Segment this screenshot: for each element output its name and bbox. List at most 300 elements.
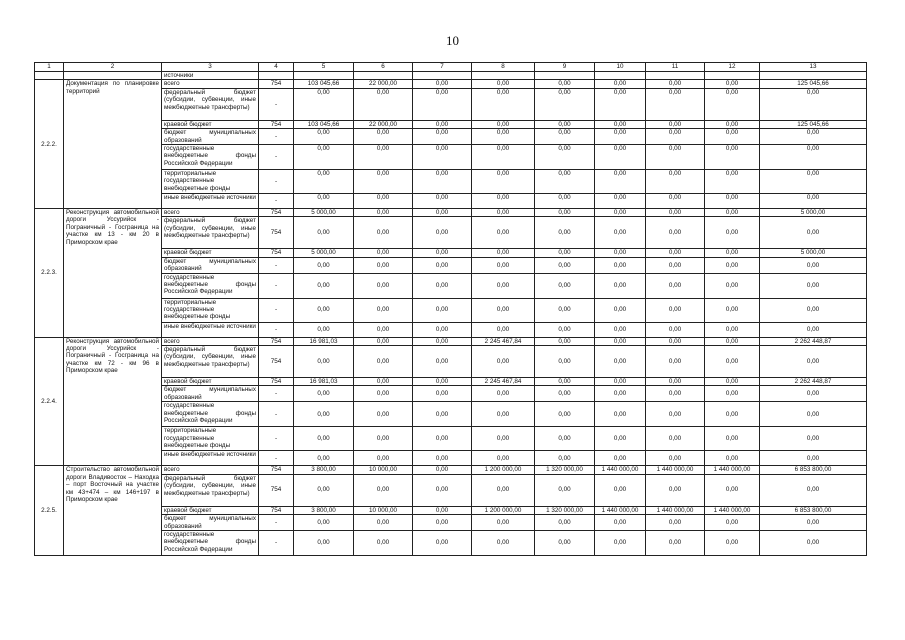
value-cell: 0,00: [294, 129, 354, 145]
column-header-cell: 13: [760, 63, 867, 72]
value-cell: 1 200 000,00: [472, 466, 535, 474]
value-cell: 0,00: [535, 386, 595, 402]
value-cell: 0,00: [595, 209, 646, 217]
value-cell: 0,00: [413, 474, 472, 506]
value-cell: 0,00: [472, 298, 535, 322]
value-cell: 6 853 800,00: [760, 466, 867, 474]
funding-source-cell: всего: [162, 466, 259, 474]
code-cell: 754: [259, 506, 294, 514]
value-cell: 2 245 467,84: [472, 378, 535, 386]
value-cell: 0,00: [760, 194, 867, 209]
value-cell: 3 800,00: [294, 506, 354, 514]
value-cell: 2 262 448,87: [760, 378, 867, 386]
value-cell: 0,00: [705, 451, 760, 466]
value-cell: 0,00: [472, 273, 535, 298]
value-cell: 1 440 000,00: [595, 466, 646, 474]
value-cell: 0,00: [472, 129, 535, 145]
value-cell: 0,00: [472, 209, 535, 217]
value-cell: 0,00: [705, 386, 760, 402]
value-cell: 0,00: [705, 217, 760, 249]
value-cell: 1 320 000,00: [535, 506, 595, 514]
value-cell: 0,00: [760, 145, 867, 170]
value-cell: 0,00: [472, 427, 535, 451]
value-cell: 0,00: [354, 129, 413, 145]
code-cell: 754: [259, 120, 294, 128]
funding-source-cell: государственные внебюджетные фонды Российской Федерации: [162, 145, 259, 170]
value-cell: 0,00: [595, 129, 646, 145]
column-number-header: [35, 63, 867, 72]
value-cell: 1 440 000,00: [595, 506, 646, 514]
value-cell: 0,00: [413, 249, 472, 257]
value-cell: 0,00: [535, 217, 595, 249]
item-number-cell: 2.2.3.: [35, 209, 64, 338]
value-cell: 0,00: [294, 145, 354, 170]
value-cell: 0,00: [535, 145, 595, 170]
code-cell: -: [259, 145, 294, 170]
value-cell: 0,00: [535, 209, 595, 217]
value-cell: 5 000,00: [760, 209, 867, 217]
value-cell: 0,00: [646, 217, 705, 249]
value-cell: 0,00: [760, 217, 867, 249]
value-cell: 0,00: [646, 298, 705, 322]
value-cell: 0,00: [705, 515, 760, 531]
value-cell: 0,00: [705, 80, 760, 88]
value-cell: 0,00: [595, 298, 646, 322]
carry-over-row: [35, 72, 867, 80]
value-cell: 0,00: [535, 402, 595, 427]
value-cell: 0,00: [354, 170, 413, 194]
value-cell: 0,00: [595, 451, 646, 466]
code-cell: -: [259, 194, 294, 209]
value-cell: 5 000,00: [294, 209, 354, 217]
value-cell: 0,00: [705, 402, 760, 427]
value-cell: 10 000,00: [354, 506, 413, 514]
value-cell: 0,00: [354, 298, 413, 322]
item-name-cell: Строительство автомобильной дороги Владивосток – Находка – порт Восточный на участке км 43+474 – км 146+197 в Приморском крае: [64, 466, 162, 556]
code-cell: 754: [259, 474, 294, 506]
value-cell: 0,00: [646, 194, 705, 209]
value-cell: 0,00: [760, 322, 867, 337]
value-cell: 0,00: [472, 170, 535, 194]
value-cell: 0,00: [646, 209, 705, 217]
funding-source-cell: бюджет муниципальных образований: [162, 515, 259, 531]
value-cell: 0,00: [705, 346, 760, 378]
funding-source-cell: государственные внебюджетные фонды Российской Федерации: [162, 273, 259, 298]
value-cell: 0,00: [760, 474, 867, 506]
value-cell: 0,00: [294, 194, 354, 209]
value-cell: 0,00: [595, 145, 646, 170]
value-cell: 0,00: [535, 346, 595, 378]
value-cell: 0,00: [595, 170, 646, 194]
value-cell: 0,00: [354, 346, 413, 378]
value-cell: 0,00: [413, 145, 472, 170]
value-cell: 0,00: [646, 257, 705, 273]
funding-source-cell: государственные внебюджетные фонды Российской Федерации: [162, 402, 259, 427]
value-cell: 0,00: [705, 427, 760, 451]
value-cell: 0,00: [705, 322, 760, 337]
funding-source-cell: территориальные государственные внебюджетные фонды: [162, 170, 259, 194]
funding-source-cell: бюджет муниципальных образований: [162, 386, 259, 402]
value-cell: 5 000,00: [294, 249, 354, 257]
value-cell: 0,00: [646, 129, 705, 145]
value-cell: 0,00: [705, 209, 760, 217]
page-number: 10: [446, 33, 459, 48]
value-cell: 0,00: [413, 378, 472, 386]
value-cell: 0,00: [646, 322, 705, 337]
code-cell: -: [259, 451, 294, 466]
value-cell: 0,00: [595, 120, 646, 128]
value-cell: 0,00: [760, 530, 867, 555]
value-cell: 0,00: [760, 298, 867, 322]
value-cell: 0,00: [354, 145, 413, 170]
value-cell: 0,00: [705, 145, 760, 170]
value-cell: 0,00: [595, 378, 646, 386]
value-cell: 0,00: [294, 257, 354, 273]
value-cell: 0,00: [760, 386, 867, 402]
column-header-cell: 2: [64, 63, 162, 72]
code-cell: 754: [259, 346, 294, 378]
value-cell: 0,00: [535, 194, 595, 209]
value-cell: 0,00: [760, 170, 867, 194]
value-cell: 0,00: [413, 88, 472, 120]
value-cell: 0,00: [760, 88, 867, 120]
value-cell: 0,00: [760, 129, 867, 145]
value-cell: 0,00: [413, 129, 472, 145]
value-cell: 0,00: [705, 170, 760, 194]
value-cell: 0,00: [595, 346, 646, 378]
value-cell: 0,00: [705, 257, 760, 273]
funding-source-cell: всего: [162, 337, 259, 345]
value-cell: 0,00: [413, 80, 472, 88]
value-cell: 6 853 800,00: [760, 506, 867, 514]
value-cell: 16 981,03: [294, 337, 354, 345]
value-cell: 0,00: [595, 80, 646, 88]
value-cell: 0,00: [646, 145, 705, 170]
value-cell: 0,00: [472, 322, 535, 337]
value-cell: 0,00: [294, 386, 354, 402]
value-cell: 0,00: [294, 530, 354, 555]
code-cell: -: [259, 257, 294, 273]
value-cell: 0,00: [535, 322, 595, 337]
code-cell: 754: [259, 209, 294, 217]
value-cell: 2 245 467,84: [472, 337, 535, 345]
value-cell: 1 200 000,00: [472, 506, 535, 514]
code-cell: 754: [259, 249, 294, 257]
funding-source-cell: федеральный бюджет (субсидии, субвенции, иные межбюджетные трансферты): [162, 217, 259, 249]
value-cell: 0,00: [535, 257, 595, 273]
value-cell: 0,00: [646, 515, 705, 531]
column-header-cell: 10: [595, 63, 646, 72]
value-cell: 0,00: [354, 88, 413, 120]
value-cell: 0,00: [413, 257, 472, 273]
funding-source-cell: всего: [162, 209, 259, 217]
funding-source-cell: бюджет муниципальных образований: [162, 129, 259, 145]
code-cell: 754: [259, 378, 294, 386]
funding-source-cell: государственные внебюджетные фонды Российской Федерации: [162, 530, 259, 555]
value-cell: 0,00: [646, 386, 705, 402]
value-cell: 125 045,66: [760, 120, 867, 128]
value-cell: 0,00: [646, 451, 705, 466]
value-cell: 1 440 000,00: [646, 506, 705, 514]
value-cell: 0,00: [705, 530, 760, 555]
value-cell: 0,00: [354, 322, 413, 337]
value-cell: 22 000,00: [354, 120, 413, 128]
value-cell: 0,00: [705, 194, 760, 209]
item-number-cell: 2.2.4.: [35, 337, 64, 466]
code-cell: -: [259, 129, 294, 145]
item-name-cell: Реконструкция автомобильной дороги Уссурийск - Пограничный - Госграница на участке км 13 - км 20 в Приморском крае: [64, 209, 162, 338]
code-cell: -: [259, 402, 294, 427]
value-cell: 10 000,00: [354, 466, 413, 474]
funding-source-cell: территориальные государственные внебюджетные фонды: [162, 298, 259, 322]
value-cell: 0,00: [472, 474, 535, 506]
value-cell: 0,00: [535, 474, 595, 506]
value-cell: 0,00: [294, 298, 354, 322]
value-cell: 0,00: [646, 402, 705, 427]
value-cell: 0,00: [535, 129, 595, 145]
value-cell: 0,00: [354, 402, 413, 427]
value-cell: 0,00: [472, 80, 535, 88]
funding-source-cell: федеральный бюджет (субсидии, субвенции, иные межбюджетные трансферты): [162, 346, 259, 378]
value-cell: 0,00: [646, 120, 705, 128]
code-cell: -: [259, 427, 294, 451]
value-cell: 0,00: [294, 170, 354, 194]
value-cell: 0,00: [535, 378, 595, 386]
value-cell: 0,00: [354, 194, 413, 209]
value-cell: 0,00: [472, 515, 535, 531]
value-cell: 0,00: [294, 515, 354, 531]
value-cell: 0,00: [535, 88, 595, 120]
table-row: [35, 80, 867, 88]
value-cell: 0,00: [595, 530, 646, 555]
value-cell: 0,00: [646, 530, 705, 555]
value-cell: 0,00: [472, 530, 535, 555]
value-cell: 22 000,00: [354, 80, 413, 88]
value-cell: 0,00: [760, 427, 867, 451]
column-header-cell: 9: [535, 63, 595, 72]
code-cell: -: [259, 322, 294, 337]
value-cell: 0,00: [413, 209, 472, 217]
value-cell: 0,00: [354, 337, 413, 345]
code-cell: 754: [259, 217, 294, 249]
value-cell: 0,00: [354, 249, 413, 257]
source-cell: источники: [162, 72, 259, 80]
code-cell: -: [259, 88, 294, 120]
value-cell: 0,00: [413, 346, 472, 378]
value-cell: 0,00: [705, 129, 760, 145]
value-cell: 0,00: [294, 346, 354, 378]
value-cell: 0,00: [413, 386, 472, 402]
value-cell: 0,00: [472, 217, 535, 249]
value-cell: 0,00: [535, 249, 595, 257]
value-cell: 0,00: [760, 451, 867, 466]
value-cell: 0,00: [646, 249, 705, 257]
value-cell: 5 000,00: [760, 249, 867, 257]
value-cell: 0,00: [354, 451, 413, 466]
value-cell: 0,00: [646, 474, 705, 506]
value-cell: 0,00: [760, 346, 867, 378]
value-cell: 0,00: [472, 346, 535, 378]
value-cell: 0,00: [413, 322, 472, 337]
item-name-cell: Документация по планировке территорий: [64, 80, 162, 209]
value-cell: 0,00: [595, 515, 646, 531]
item-name-cell: Реконструкция автомобильной дороги Уссурийск - Пограничный - Госграница на участке км 72 - км 96 в Приморском крае: [64, 337, 162, 466]
funding-source-cell: иные внебюджетные источники: [162, 322, 259, 337]
value-cell: 0,00: [646, 337, 705, 345]
value-cell: 0,00: [705, 337, 760, 345]
column-header-cell: 1: [35, 63, 64, 72]
value-cell: 0,00: [595, 257, 646, 273]
value-cell: 1 440 000,00: [646, 466, 705, 474]
column-header-cell: 7: [413, 63, 472, 72]
value-cell: 0,00: [595, 194, 646, 209]
value-cell: 0,00: [413, 217, 472, 249]
column-header-cell: 8: [472, 63, 535, 72]
value-cell: 103 045,66: [294, 120, 354, 128]
code-cell: 754: [259, 337, 294, 345]
value-cell: 0,00: [595, 474, 646, 506]
value-cell: 1 320 000,00: [535, 466, 595, 474]
value-cell: 0,00: [595, 249, 646, 257]
value-cell: 0,00: [595, 386, 646, 402]
value-cell: 0,00: [472, 88, 535, 120]
item-number-cell: 2.2.2.: [35, 80, 64, 209]
value-cell: 0,00: [413, 273, 472, 298]
value-cell: 0,00: [354, 257, 413, 273]
value-cell: 0,00: [413, 337, 472, 345]
funding-source-cell: федеральный бюджет (субсидии, субвенции, иные межбюджетные трансферты): [162, 88, 259, 120]
value-cell: 0,00: [595, 217, 646, 249]
value-cell: 16 981,03: [294, 378, 354, 386]
value-cell: 0,00: [413, 194, 472, 209]
value-cell: 0,00: [705, 249, 760, 257]
value-cell: 0,00: [413, 515, 472, 531]
column-header-cell: 11: [646, 63, 705, 72]
value-cell: 0,00: [294, 402, 354, 427]
value-cell: 0,00: [646, 170, 705, 194]
value-cell: 0,00: [354, 217, 413, 249]
value-cell: 0,00: [413, 170, 472, 194]
value-cell: 2 262 448,87: [760, 337, 867, 345]
value-cell: 0,00: [472, 451, 535, 466]
value-cell: 0,00: [294, 217, 354, 249]
value-cell: 0,00: [294, 322, 354, 337]
value-cell: 0,00: [472, 145, 535, 170]
funding-source-cell: краевой бюджет: [162, 378, 259, 386]
value-cell: 0,00: [535, 298, 595, 322]
value-cell: 0,00: [760, 257, 867, 273]
value-cell: 0,00: [354, 378, 413, 386]
value-cell: 0,00: [354, 474, 413, 506]
value-cell: 0,00: [535, 337, 595, 345]
table-row: [35, 466, 867, 474]
value-cell: 103 045,66: [294, 80, 354, 88]
value-cell: 0,00: [705, 273, 760, 298]
value-cell: 0,00: [646, 88, 705, 120]
value-cell: 0,00: [413, 120, 472, 128]
value-cell: 0,00: [294, 451, 354, 466]
code-cell: -: [259, 386, 294, 402]
value-cell: 0,00: [413, 506, 472, 514]
value-cell: 0,00: [595, 273, 646, 298]
funding-source-cell: краевой бюджет: [162, 120, 259, 128]
column-header-cell: 3: [162, 63, 259, 72]
value-cell: 0,00: [294, 273, 354, 298]
code-cell: 754: [259, 80, 294, 88]
value-cell: 0,00: [595, 322, 646, 337]
value-cell: 0,00: [705, 378, 760, 386]
value-cell: 0,00: [535, 530, 595, 555]
value-cell: 0,00: [760, 273, 867, 298]
value-cell: 0,00: [705, 298, 760, 322]
value-cell: 0,00: [595, 88, 646, 120]
code-cell: -: [259, 170, 294, 194]
table-body: [35, 63, 867, 556]
value-cell: 0,00: [646, 378, 705, 386]
column-header-cell: 6: [354, 63, 413, 72]
value-cell: 0,00: [760, 515, 867, 531]
code-cell: 754: [259, 466, 294, 474]
code-cell: -: [259, 515, 294, 531]
value-cell: 0,00: [294, 474, 354, 506]
value-cell: 0,00: [472, 120, 535, 128]
value-cell: 0,00: [472, 249, 535, 257]
value-cell: 0,00: [535, 515, 595, 531]
value-cell: 0,00: [413, 298, 472, 322]
funding-source-cell: иные внебюджетные источники: [162, 451, 259, 466]
budget-table: [34, 62, 867, 556]
value-cell: 0,00: [294, 88, 354, 120]
value-cell: 1 440 000,00: [705, 466, 760, 474]
item-number-cell: 2.2.5.: [35, 466, 64, 556]
funding-source-cell: иные внебюджетные источники: [162, 194, 259, 209]
value-cell: 0,00: [413, 427, 472, 451]
value-cell: 0,00: [535, 120, 595, 128]
value-cell: 0,00: [705, 88, 760, 120]
value-cell: 0,00: [595, 402, 646, 427]
value-cell: 0,00: [413, 402, 472, 427]
value-cell: 0,00: [535, 427, 595, 451]
column-header-cell: 4: [259, 63, 294, 72]
value-cell: 0,00: [354, 530, 413, 555]
funding-source-cell: всего: [162, 80, 259, 88]
code-cell: -: [259, 298, 294, 322]
value-cell: 0,00: [413, 451, 472, 466]
value-cell: 0,00: [535, 451, 595, 466]
value-cell: 0,00: [595, 337, 646, 345]
value-cell: 0,00: [354, 209, 413, 217]
funding-source-cell: краевой бюджет: [162, 249, 259, 257]
value-cell: 0,00: [472, 402, 535, 427]
value-cell: 0,00: [646, 427, 705, 451]
value-cell: 0,00: [354, 273, 413, 298]
value-cell: 0,00: [354, 427, 413, 451]
table-row: [35, 337, 867, 345]
value-cell: 0,00: [472, 194, 535, 209]
value-cell: 1 440 000,00: [705, 506, 760, 514]
value-cell: 0,00: [646, 346, 705, 378]
value-cell: 0,00: [646, 273, 705, 298]
value-cell: 0,00: [294, 427, 354, 451]
funding-source-cell: федеральный бюджет (субсидии, субвенции, иные межбюджетные трансферты): [162, 474, 259, 506]
value-cell: 0,00: [535, 170, 595, 194]
code-cell: -: [259, 273, 294, 298]
value-cell: 0,00: [595, 427, 646, 451]
value-cell: 0,00: [354, 515, 413, 531]
value-cell: 125 045,66: [760, 80, 867, 88]
value-cell: 0,00: [472, 257, 535, 273]
value-cell: 3 800,00: [294, 466, 354, 474]
